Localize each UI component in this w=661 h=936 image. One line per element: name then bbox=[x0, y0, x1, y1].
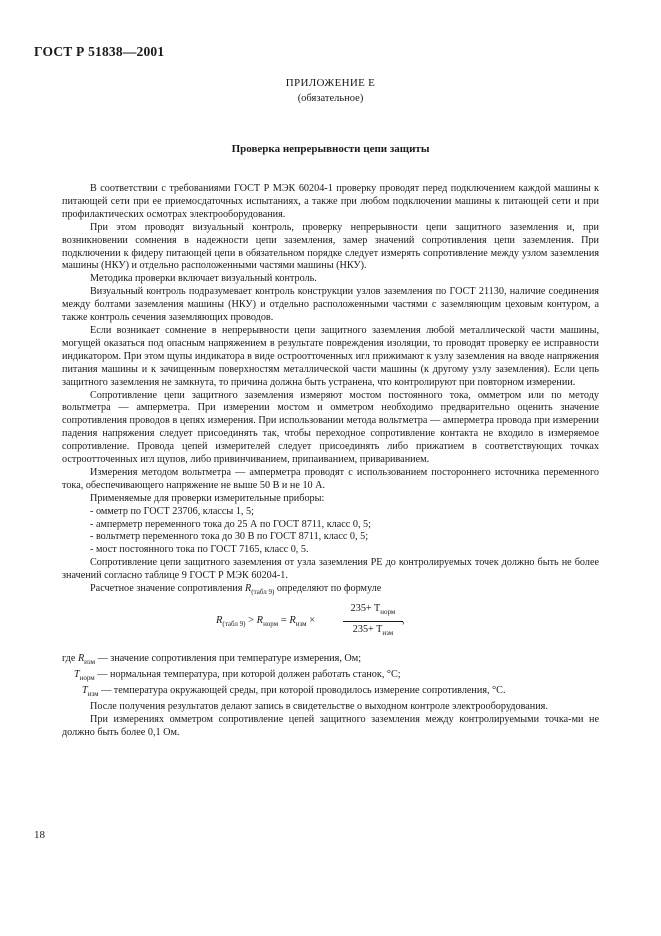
paragraph: Методика проверки включает визуальный контроль. bbox=[90, 273, 317, 285]
paragraph: Если возникает сомнение в непрерывности цепи защитного заземления любой металлической части машины, могущей оказаться под опасным напряжением в результате повреждения изоляции, то проводят проверку ее исправности индикатором. При этом щупы индикатора в виде остроотточенных игл прижимают к узлу заземления на вводе напряжения питания машины и к зачищенным поверхностям металлической части машины (к другому узлу заземления). Если цепь защитного заземления не замкнута, то причина должна быть устранена, что контролируют при повторном измерении. bbox=[62, 324, 599, 388]
body-text bbox=[62, 183, 599, 740]
formula-intro: Расчетное значение сопротивления $R_{(табл 9)}$ определяют по формуле bbox=[90, 583, 382, 597]
paragraph: Применяемые для проверки измерительные приборы: bbox=[90, 492, 325, 504]
standard-header: ГОСТ Р 51838—2001 bbox=[34, 44, 165, 59]
paragraph: В соответствии с требованиями ГОСТ Р МЭК 60204-1 проверку проводят перед подключением каждой машины к питающей сети при ее приемосдаточных испытаниях, а также при любом подключении машины к питающей сети и при профилактических осмотрах электрооборудования. bbox=[62, 183, 599, 220]
instrument-list-item: - омметр по ГОСТ 23706, классы 1, 5; bbox=[90, 505, 254, 517]
appendix-title: ПРИЛОЖЕНИЕ Е bbox=[285, 77, 376, 89]
formula-comma: , bbox=[402, 615, 405, 627]
paragraph: Измерения методом вольтметра — амперметра проводят с использованием постороннего источника переменного тока, обеспечивающего напряжение не выше 50 В и не 10 А. bbox=[62, 466, 599, 491]
formula-fraction bbox=[343, 603, 403, 640]
instrument-list-item: - мост постоянного тока по ГОСТ 7165, класс 0, 5. bbox=[90, 544, 309, 556]
paragraph: Сопротивление цепи защитного заземления измеряют мостом постоянного тока, омметром или по методу вольтметра — амперметра. При измерении мостом и омметром необходимо предварительно оценить значение сопротивления проводов в цепях измерения. При использовании метода вольтметра — амперметра провода при измерении падения напряжения следует присоединять так, чтобы переходное сопротивление контакта не входило в измеряемое сопротивление. Провода цепей измерителей следует присоединять либо прижатием в соответствующих точках остроотточенных игл щупов, либо привинчиванием, припаиванием, привариванием. bbox=[62, 389, 599, 466]
instrument-list-item: - вольтметр переменного тока до 30 В по ГОСТ 8711, класс 0, 5; bbox=[90, 531, 369, 543]
paragraph: При измерениях омметром сопротивление цепей защитного заземления между контролируемыми точка-ми не должно быть более 0,1 Ом. bbox=[62, 713, 599, 738]
instrument-list-item: - амперметр переменного тока до 25 А по ГОСТ 8711, класс 0, 5; bbox=[90, 518, 371, 530]
page-number: 18 bbox=[34, 829, 45, 841]
definition-item: где $R_{изм}$ — значение сопротивления при температуре измерения, Ом; bbox=[62, 653, 362, 667]
definitions bbox=[62, 653, 599, 701]
appendix-subtitle: (обязательное) bbox=[297, 93, 364, 104]
section-title: Проверка непрерывности цепи защиты bbox=[231, 143, 430, 155]
formula bbox=[62, 603, 599, 647]
paragraph: После получения результатов делают запись в свидетельстве о выходном контроле электрооборудования. bbox=[90, 700, 548, 712]
definition-item: $T_{изм}$ — температура окружающей среды, при которой проводилось измерение сопротивления, °С. bbox=[82, 684, 506, 698]
paragraph: Визуальный контроль подразумевает контроль конструкции узлов заземления по ГОСТ 21130, наличие соединения между болтами заземления машины (НКУ) и отдельно расположенными частями с заземляющим цеховым контуром, а также контроль сечения заземляющих проводов. bbox=[62, 286, 599, 324]
formula-lhs: $R_{(табл 9)} > R_{норм} = R_{изм}$ × bbox=[216, 615, 316, 629]
fraction-denominator: $235+ T_{изм}$ bbox=[352, 623, 394, 637]
fraction-numerator: $235+ T_{норм}$ bbox=[343, 603, 403, 622]
definition-item: $T_{норм}$ — нормальная температура, при которой должен работать станок, °С; bbox=[74, 668, 401, 682]
paragraph: Сопротивление цепи защитного заземления от узла заземления РЕ до контролируемых точек должно быть не более значений согласно таблице 9 ГОСТ Р МЭК 60204-1. bbox=[62, 557, 599, 582]
paragraph: При этом проводят визуальный контроль, проверку непрерывности цепи защитного заземления и, при возникновении сомнения в надежности цепи заземления, замер значений сопротивления цепи заземления. При подключении к фидеру питающей цепи в обязательном порядке следует измерять сопротивление между узлом заземления машины (НКУ) и отдельно расположенными частями машины (НКУ). bbox=[62, 221, 599, 272]
